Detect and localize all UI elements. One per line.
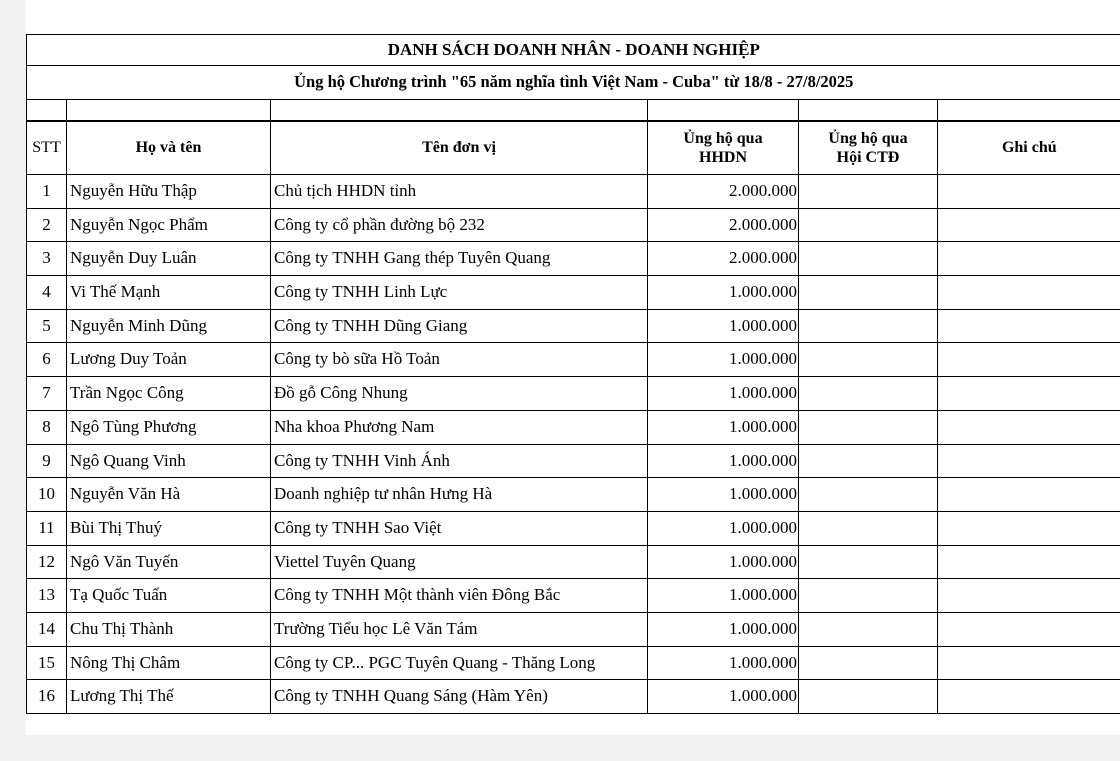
cell-name[interactable]: Nguyễn Ngọc Phẩm: [67, 208, 271, 242]
table-row: [27, 175, 1120, 209]
cell-stt[interactable]: 9: [27, 444, 67, 478]
header-unit: Tên đơn vị: [271, 121, 648, 175]
cell-ctd-amount[interactable]: [799, 444, 938, 478]
empty-cell[interactable]: [67, 100, 271, 122]
cell-stt[interactable]: 2: [27, 208, 67, 242]
cell-unit[interactable]: Đồ gỗ Công Nhung: [271, 377, 648, 411]
cell-hhdn-amount[interactable]: 1.000.000: [648, 343, 799, 377]
header-note: Ghi chú: [938, 121, 1120, 175]
table-row: [27, 646, 1120, 680]
table-row: [27, 444, 1120, 478]
cell-note[interactable]: [938, 680, 1120, 714]
cell-note[interactable]: [938, 343, 1120, 377]
cell-ctd-amount[interactable]: [799, 545, 938, 579]
cell-ctd-amount[interactable]: [799, 579, 938, 613]
cell-unit[interactable]: Công ty TNHH Quang Sáng (Hàm Yên): [271, 680, 648, 714]
cell-name[interactable]: Lương Duy Toản: [67, 343, 271, 377]
cell-unit[interactable]: Doanh nghiệp tư nhân Hưng Hà: [271, 478, 648, 512]
cell-unit[interactable]: Công ty TNHH Vinh Ánh: [271, 444, 648, 478]
cell-stt[interactable]: 15: [27, 646, 67, 680]
cell-name[interactable]: Trần Ngọc Công: [67, 377, 271, 411]
cell-stt[interactable]: 5: [27, 309, 67, 343]
cell-note[interactable]: [938, 208, 1120, 242]
cell-name[interactable]: Nguyễn Minh Dũng: [67, 309, 271, 343]
cell-hhdn-amount[interactable]: 2.000.000: [648, 242, 799, 276]
table-row: [27, 478, 1120, 512]
cell-note[interactable]: [938, 612, 1120, 646]
empty-cell[interactable]: [271, 100, 648, 122]
cell-stt[interactable]: 14: [27, 612, 67, 646]
table-row: [27, 276, 1120, 310]
cell-hhdn-amount[interactable]: 2.000.000: [648, 208, 799, 242]
cell-unit[interactable]: Công ty CP... PGC Tuyên Quang - Thăng Long: [271, 646, 648, 680]
cell-note[interactable]: [938, 410, 1120, 444]
cell-ctd-amount[interactable]: [799, 410, 938, 444]
donor-table: [26, 34, 1120, 714]
cell-note[interactable]: [938, 545, 1120, 579]
table-row: [27, 242, 1120, 276]
cell-hhdn-amount[interactable]: 1.000.000: [648, 579, 799, 613]
cell-ctd-amount[interactable]: [799, 309, 938, 343]
cell-note[interactable]: [938, 309, 1120, 343]
cell-name[interactable]: Ngô Quang Vinh: [67, 444, 271, 478]
cell-name[interactable]: Nguyễn Duy Luân: [67, 242, 271, 276]
cell-name[interactable]: Nguyễn Hữu Thập: [67, 175, 271, 209]
cell-name[interactable]: Vi Thế Mạnh: [67, 276, 271, 310]
top-margin: [0, 0, 1120, 34]
cell-note[interactable]: [938, 444, 1120, 478]
cell-unit[interactable]: Công ty TNHH Gang thép Tuyên Quang: [271, 242, 648, 276]
cell-hhdn-amount[interactable]: 1.000.000: [648, 511, 799, 545]
table-row: [27, 343, 1120, 377]
spacer-row: [27, 100, 1120, 122]
cell-name[interactable]: Lương Thị Thế: [67, 680, 271, 714]
cell-name[interactable]: Ngô Tùng Phương: [67, 410, 271, 444]
cell-stt[interactable]: 12: [27, 545, 67, 579]
cell-note[interactable]: [938, 276, 1120, 310]
table-row: [27, 309, 1120, 343]
cell-ctd-amount[interactable]: [799, 343, 938, 377]
cell-hhdn-amount[interactable]: 1.000.000: [648, 410, 799, 444]
table-row: [27, 545, 1120, 579]
cell-hhdn-amount[interactable]: 1.000.000: [648, 377, 799, 411]
cell-hhdn-amount[interactable]: 1.000.000: [648, 444, 799, 478]
cell-unit[interactable]: Chủ tịch HHDN tỉnh: [271, 175, 648, 209]
cell-stt[interactable]: 8: [27, 410, 67, 444]
cell-unit[interactable]: Trường Tiểu học Lê Văn Tám: [271, 612, 648, 646]
cell-ctd-amount[interactable]: [799, 175, 938, 209]
cell-name[interactable]: Nông Thị Châm: [67, 646, 271, 680]
cell-stt[interactable]: 4: [27, 276, 67, 310]
cell-unit[interactable]: Công ty TNHH Linh Lực: [271, 276, 648, 310]
cell-hhdn-amount[interactable]: 1.000.000: [648, 612, 799, 646]
cell-note[interactable]: [938, 478, 1120, 512]
table-row: [27, 511, 1120, 545]
cell-ctd-amount[interactable]: [799, 612, 938, 646]
cell-unit[interactable]: Nha khoa Phương Nam: [271, 410, 648, 444]
cell-name[interactable]: Chu Thị Thành: [67, 612, 271, 646]
subtitle-row: [27, 66, 1120, 100]
header-hhdn-line1: Ủng hộ qua: [683, 129, 763, 147]
cell-hhdn-amount[interactable]: 2.000.000: [648, 175, 799, 209]
cell-unit[interactable]: Công ty TNHH Một thành viên Đông Bắc: [271, 579, 648, 613]
left-margin: [0, 0, 26, 761]
header-ctd: [799, 121, 938, 175]
cell-hhdn-amount[interactable]: 1.000.000: [648, 545, 799, 579]
cell-stt[interactable]: 7: [27, 377, 67, 411]
cell-note[interactable]: [938, 175, 1120, 209]
cell-ctd-amount[interactable]: [799, 478, 938, 512]
empty-cell[interactable]: [648, 100, 799, 122]
cell-hhdn-amount[interactable]: 1.000.000: [648, 646, 799, 680]
cell-ctd-amount[interactable]: [799, 242, 938, 276]
cell-hhdn-amount[interactable]: 1.000.000: [648, 276, 799, 310]
empty-cell[interactable]: [27, 100, 67, 122]
document-title: DANH SÁCH DOANH NHÂN - DOANH NGHIỆP: [27, 35, 1120, 66]
empty-cell[interactable]: [938, 100, 1120, 122]
cell-unit[interactable]: Viettel Tuyên Quang: [271, 545, 648, 579]
bottom-margin: [0, 735, 1120, 761]
header-hhdn-line2: HHDN: [699, 149, 747, 166]
title-row: [27, 35, 1120, 66]
table-row: [27, 410, 1120, 444]
cell-unit[interactable]: Công ty cổ phần đường bộ 232: [271, 208, 648, 242]
cell-note[interactable]: [938, 377, 1120, 411]
cell-ctd-amount[interactable]: [799, 377, 938, 411]
header-ctd-line1: Ủng hộ qua: [828, 129, 908, 147]
cell-hhdn-amount[interactable]: 1.000.000: [648, 680, 799, 714]
cell-hhdn-amount[interactable]: 1.000.000: [648, 309, 799, 343]
document-subtitle: Ủng hộ Chương trình "65 năm nghĩa tình Việt Nam - Cuba" từ 18/8 - 27/8/2025: [27, 66, 1120, 100]
header-name: Họ và tên: [67, 121, 271, 175]
table-body: [27, 175, 1120, 714]
header-hhdn: [648, 121, 799, 175]
cell-hhdn-amount[interactable]: 1.000.000: [648, 478, 799, 512]
table-row: [27, 208, 1120, 242]
cell-stt[interactable]: 6: [27, 343, 67, 377]
cell-stt[interactable]: 3: [27, 242, 67, 276]
cell-ctd-amount[interactable]: [799, 680, 938, 714]
cell-unit[interactable]: Công ty TNHH Dũng Giang: [271, 309, 648, 343]
cell-stt[interactable]: 16: [27, 680, 67, 714]
cell-name[interactable]: Nguyễn Văn Hà: [67, 478, 271, 512]
header-ctd-line2: Hội CTĐ: [836, 149, 900, 166]
table-row: [27, 377, 1120, 411]
cell-note[interactable]: [938, 646, 1120, 680]
cell-note[interactable]: [938, 579, 1120, 613]
cell-unit[interactable]: Công ty TNHH Sao Việt: [271, 511, 648, 545]
cell-note[interactable]: [938, 511, 1120, 545]
empty-cell[interactable]: [799, 100, 938, 122]
table-row: [27, 612, 1120, 646]
table-row: [27, 579, 1120, 613]
cell-unit[interactable]: Công ty bò sữa Hồ Toản: [271, 343, 648, 377]
cell-stt[interactable]: 10: [27, 478, 67, 512]
cell-ctd-amount[interactable]: [799, 511, 938, 545]
cell-stt[interactable]: 11: [27, 511, 67, 545]
table-row: [27, 680, 1120, 714]
cell-ctd-amount[interactable]: [799, 276, 938, 310]
cell-stt[interactable]: 13: [27, 579, 67, 613]
header-row: [27, 121, 1120, 175]
cell-note[interactable]: [938, 242, 1120, 276]
cell-ctd-amount[interactable]: [799, 646, 938, 680]
header-stt: STT: [27, 121, 67, 175]
cell-name[interactable]: Ngô Văn Tuyến: [67, 545, 271, 579]
cell-stt[interactable]: 1: [27, 175, 67, 209]
cell-name[interactable]: Bùi Thị Thuý: [67, 511, 271, 545]
cell-ctd-amount[interactable]: [799, 208, 938, 242]
cell-name[interactable]: Tạ Quốc Tuấn: [67, 579, 271, 613]
